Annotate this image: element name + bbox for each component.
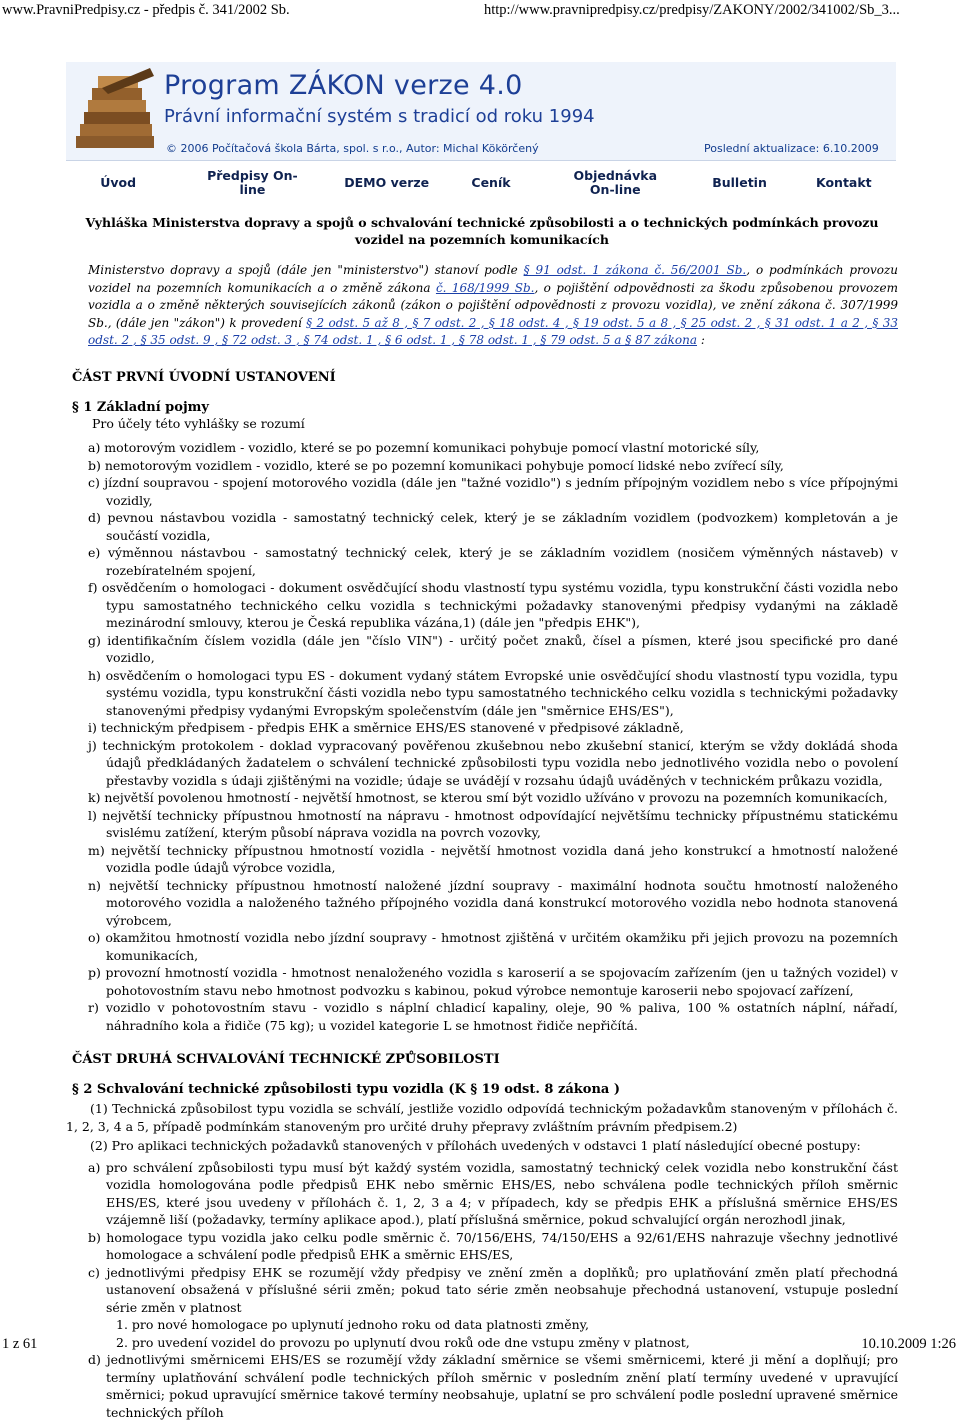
law-link-168[interactable]: č. 168/1999 Sb. <box>435 280 535 295</box>
section-2-paragraph-1: (1) Technická způsobilost typu vozidla se schválí, jestliže vozidlo odpovídá technickým požadavkům stanoveným v přílohách č. 1, 2, 3, 4 a 5, případě podmínkám stanoveným pro určité druhy přepravy zvláštním právním předpisem.2) <box>66 1101 898 1134</box>
definition-item: l) největší technicky přípustnou hmotností na nápravu - hmotnost odpovídající největšímu technicky přípustnému statickému svislému zatížení, kterým působí náprava vozidla na povrch vozovky, <box>88 807 898 840</box>
print-date: 10.10.2009 1:26 <box>861 1336 956 1352</box>
section-1-lead: Pro účely této vyhlášky se rozumí <box>92 415 305 431</box>
preamble-text-1: Ministerstvo dopravy a spojů (dále jen "ministerstvo") stanoví podle <box>88 263 524 277</box>
definition-item: h) osvědčením o homologaci typu ES - dokument vydaný státem Evropské unie osvědčující shodu vlastností typu vozidla, typu systému vozidla, typu konstrukční části vozidla nebo typu samostatného technického celku vozidla s technickými požadavky stanovenými předpisy vydanými Evropským společenstvím (dále jen "směrnice EHS/ES"), <box>88 667 898 718</box>
rule-subitem: 2. pro uvedení vozidel do provozu po uplynutí dvou roků ode dne vstupu změny v platnost, <box>116 1334 690 1350</box>
document-body <box>66 214 898 1421</box>
rule-item: a) pro schválení způsobilosti typu musí být každý systém vozidla, samostatný technický celek vozidla nebo konstrukční část vozidla homologována podle předpisů EHK nebo směrnic EHS/ES, nebo schválena podle technických příloh směrnic EHS/ES, které jsou uvedeny v přílohách č. 1, 2, 3 a 4; v případech, kdy se předpis EHK a příslušná směrnice EHS/ES vzájemně liší (požadavky, termíny aplikace apod.), platí příslušná směrnice, pokud schvalující orgán nerozhodl jinak, <box>88 1159 898 1227</box>
definition-item: d) pevnou nástavbou vozidla - samostatný technický celek, který je se základním vozidlem (podvozkem) kompletován a je součástí vozidla, <box>88 510 898 543</box>
preamble-text-4: : <box>697 333 705 347</box>
section-1-heading: § 1 Základní pojmy <box>72 399 209 415</box>
last-update: Poslední aktualizace: 6.10.2009 <box>704 142 879 155</box>
print-header <box>0 0 960 22</box>
definition-item: o) okamžitou hmotností vozidla nebo jízdní soupravy - hmotnost zjištěná v určitém okamžiku při jejich provozu na pozemních komunikacích, <box>88 930 898 963</box>
definition-item: e) výměnnou nástavbou - samostatný technický celek, který je se základním vozidlem (nosičem výměnných nástaveb) v rozebíratelném spojení, <box>88 545 898 578</box>
definition-item: b) nemotorovým vozidlem - vozidlo, které se po pozemní komunikaci pohybuje pomocí lidské nebo zvířecí síly, <box>88 457 784 473</box>
main-nav <box>66 160 896 204</box>
nav-kontakt[interactable]: Kontakt <box>816 174 872 190</box>
print-url: http://www.pravnipredpisy.cz/predpisy/ZAKONY/2002/341002/Sb_3... <box>484 2 900 18</box>
definition-item: p) provozní hmotností vozidla - hmotnost nenaloženého vozidla s karoserií a se spojovacím zařízením (jen u tažných vozidel) v pohotovostním stavu nebo hmotnost podvozku s kabinou, pokud výrobce nemontuje karoserii nebo spojovací zařízení, <box>88 965 898 998</box>
nav-predpisy[interactable]: Předpisy On-line <box>207 167 298 197</box>
page-number: 1 z 61 <box>2 1336 38 1352</box>
rule-item: c) jednotlivými předpisy EHK se rozumějí vždy předpisy ve znění změn a doplňků; pro uplatňování změn platí přechodná ustanovení obsažená v příslušné sérii změn; pokud tato série změn neobsahuje přechodná ustanovení, vstupuje poslední série změn v platnost <box>88 1264 898 1315</box>
print-title: www.PravniPredpisy.cz - předpis č. 341/2002 Sb. <box>2 2 290 18</box>
definition-item: n) největší technicky přípustnou hmotností naložené jízdní soupravy - maximální hodnota součtu hmotností naloženého motorového vozidla a naloženého tažného přípojného vozidla daná konstrukcí motorového vozidla nebo hodnota stanovená výrobcem, <box>88 877 898 928</box>
section-refs-links[interactable]: § 2 odst. 5 až 8 , § 7 odst. 2 , § 18 odst. 4 , § 19 odst. 5 a 8 , § 25 odst. 2 , § 31 odst. 1 a 2 , § 33 odst. 2 , § 35 odst. 9 , § 72 odst. 3 , § 74 odst. 1 , § 6 odst. 1 , § 78 odst. 1 , § 79 odst. 5 a § 87 zákona <box>88 315 898 347</box>
nav-objednavka[interactable]: Objednávka On-line <box>573 167 658 197</box>
site-title: Program ZÁKON verze 4.0 <box>164 70 523 101</box>
document-heading: Vyhláška Ministerstva dopravy a spojů o schvalování technické způsobilosti a o technických podmínkách provozu vozidel na pozemních komunikacích <box>85 215 879 247</box>
law-link-91[interactable]: § 91 odst. 1 zákona č. 56/2001 Sb. <box>523 263 747 277</box>
definition-item: f) osvědčením o homologaci - dokument osvědčující shodu vlastností typu systému vozidla, typu konstrukční části vozidla nebo typu samostatného technického celku vozidla s technickými požadavky stanovenými předpisy vydanými na základě mezinárodní smlouvy, kterou je Česká republika vázána,1) (dále jen "předpis EHK"), <box>88 580 898 630</box>
copyright: © 2006 Počítačová škola Bárta, spol. s r.o., Autor: Michal Kökörčený <box>166 142 539 155</box>
definition-item: r) vozidlo v pohotovostním stavu - vozidlo s náplní chladicí kapaliny, oleje, 90 % paliva, 100 % ostatních náplní, nářadí, náhradního kola a řidiče (75 kg); u vozidel kategorie L se hmotnost řidiče nepřičítá. <box>88 1000 898 1033</box>
rule-item: b) homologace typu vozidla jako celku podle směrnic č. 70/156/EHS, 74/150/EHS a 92/61/EHS nahrazuje všechny jednotlivé homologace a schválení podle předpisů EHK a směrnic EHS/ES, <box>88 1229 898 1262</box>
part-one-heading: ČÁST PRVNÍ ÚVODNÍ USTANOVENÍ <box>72 369 336 385</box>
rule-subitem: 1. pro nové homologace po uplynutí jednoho roku od data platnosti změny, <box>116 1317 590 1332</box>
definition-item: m) největší technicky přípustnou hmotností vozidla - největší hmotnost vozidla daná jeho konstrukcí a hmotností naložené vozidla podle údajů výrobce vozidla, <box>88 842 898 875</box>
nav-uvod[interactable]: Úvod <box>100 174 137 190</box>
definition-item: i) technickým předpisem - předpis EHK a směrnice EHS/ES stanovené v předpisové základně, <box>88 720 684 735</box>
books-logo-icon <box>72 66 158 156</box>
definition-item: k) největší povolenou hmotností - největší hmotnost, se kterou smí být vozidlo užíváno v provozu na pozemních komunikacích, <box>88 790 888 805</box>
rule-item: d) jednotlivými směrnicemi EHS/ES se rozumějí vždy základní směrnice se všemi směrnicemi, které ji mění a doplňují; pro termíny uplatňování schválení podle technických příloh směrnic v posledním znění platí termíny uvedené v upravující směrnici; pokud upravující směrnice takové termíny neobsahuje, uplatní se pro schválení podle poslední upravené směrnice technických příloh <box>88 1352 898 1420</box>
nav-bulletin[interactable]: Bulletin <box>712 174 767 190</box>
nav-cenik[interactable]: Ceník <box>471 174 511 190</box>
preamble-text-2: , o podmínkách provozu vozidel na pozemních komunikacích a o změně zákona <box>88 263 899 295</box>
preamble <box>88 262 898 350</box>
part-two-heading: ČÁST DRUHÁ SCHVALOVÁNÍ TECHNICKÉ ZPŮSOBILOSTI <box>72 1052 500 1067</box>
definition-item: a) motorovým vozidlem - vozidlo, které se po pozemní komunikaci pohybuje pomocí vlastní motorické síly, <box>88 440 760 455</box>
section-2-heading: § 2 Schvalování technické způsobilosti typu vozidla (K § 19 odst. 8 zákona ) <box>72 1082 621 1097</box>
nav-demo[interactable]: DEMO verze <box>344 174 430 190</box>
definition-item: g) identifikačním číslem vozidla (dále jen "číslo VIN") - určitý počet znaků, čísel a písmen, které jsou specifické pro dané vozidlo, <box>88 632 898 665</box>
site-subtitle: Právní informační systém s tradicí od roku 1994 <box>164 106 595 127</box>
section-2-paragraph-2: (2) Pro aplikaci technických požadavků stanovených v přílohách uvedených v odstavci 1 platí následující obecné postupy: <box>90 1138 861 1153</box>
preamble-text-3: , o pojištění odpovědnosti za škodu způsobenou provozem vozidla a o změně některých souvisejících zákonů (zákon o pojištění odpovědnosti z provozu vozidla), ve znění zákona č. 307/1999 Sb., (dále jen "zákon") k provedení <box>88 280 898 330</box>
definition-item: c) jízdní soupravou - spojení motorového vozidla (dále jen "tažné vozidlo") s jedním přípojným vozidlem nebo s více přípojnými vozidly, <box>88 475 898 508</box>
definition-item: j) technickým protokolem - doklad vypracovaný pověřenou zkušebnou nebo zkušební stanicí, kterým se vždy dokládá shoda údajů předkládaných žadatelem o schválení technické způsobilosti typu vozidla nebo jednotlivého vozidla nebo o povolení přestavby vozidla s údaji zjištěnými na vozidle; údaje se uvádějí v rozsahu údajů uváděných v technickém průkazu vozidla, <box>88 737 898 788</box>
print-footer <box>0 1336 960 1356</box>
